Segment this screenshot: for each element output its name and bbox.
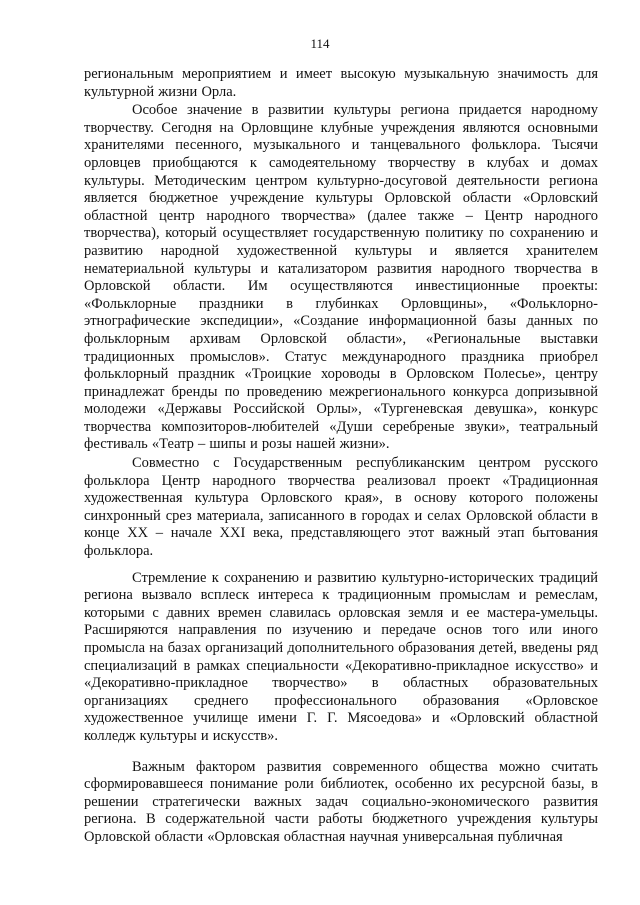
paragraph-folk-art: Особое значение в развитии культуры региона придается народному творчеству. Сегодня на Орловщине клубные учреждения являются основными хранителями песенного, музыкального и танцевального фольклора. Тысячи орловцев приобщаются к самодеятельному творчеству в клубах и домах культуры. Методическим центром культурно-досуговой деятельности региона является бюджетное учреждение культуры Орловской области «Орловский областной центр народного творчества» (далее также – Центр народного творчества), который осуществляет государственную политику по сохранению и развитию народной художественной культуры и является хранителем нематериальной культуры и катализатором развития народного творчества в Орловской области. Им осуществляются инвестиционные проекты: «Фольклорные праздники в глубинках Орловщины», «Фольклорно-этнографические экспедиции», «Создание информационной базы данных по фольклорным архивам Орловской области», «Региональные выставки традиционных промыслов». Статус международного праздника приобрел фольклорный праздник «Троицкие хороводы в Орловском Полесье», центру принадлежат бренды по проведению межрегионального конкурса допризывной молодежи «Державы Российской Орлы», «Тургеневская девушка», конкурс творчества композиторов-любителей «Души серебреные звуки», театральный фестиваль «Театр – шипы и розы нашей жизни».: [84, 102, 598, 453]
paragraph-crafts: Стремление к сохранению и развитию культурно-исторических традиций региона вызвало всплеск интереса к традиционным промыслам и ремеслам, которыми с давних времен славилась орловская земля и ее мастера-умельцы. Расширяются направления по изучению и передаче основ того или иного промысла на базах организаций дополнительного образования детей, введены ряд специализаций в рамках специальности «Декоративно-прикладное искусство» и «Декоративно-прикладное творчество» в областных образовательных организациях среднего профессионального образования «Орловское художественное училище имени Г. Г. Мясоедова» и «Орловский областной колледж культуры и искусств».: [84, 569, 598, 744]
page-number: 114: [310, 36, 330, 51]
body-text: [84, 66, 598, 847]
paragraph-folklore-project: Совместно с Государственным республиканским центром русского фольклора Центр народного творчества реализовал проект «Традиционная художественная культура Орловского края», в основу которого положены синхронный срез материала, записанного в городах и селах Орловской области в конце XX – начале XXI века, представляющего этот важный этап бытования фольклора.: [84, 455, 598, 560]
paragraph-continuation: региональным мероприятием и имеет высокую музыкальную значимость для культурной жизни Орла.: [84, 66, 598, 100]
paragraph-libraries: Важным фактором развития современного общества можно считать сформировавшееся понимание роли библиотек, особенно их ресурсной базы, в решении стратегически важных задач социально-экономического развития региона. В содержательной части работы бюджетного учреждения культуры Орловской области «Орловская областная научная универсальная публичная: [84, 758, 598, 845]
